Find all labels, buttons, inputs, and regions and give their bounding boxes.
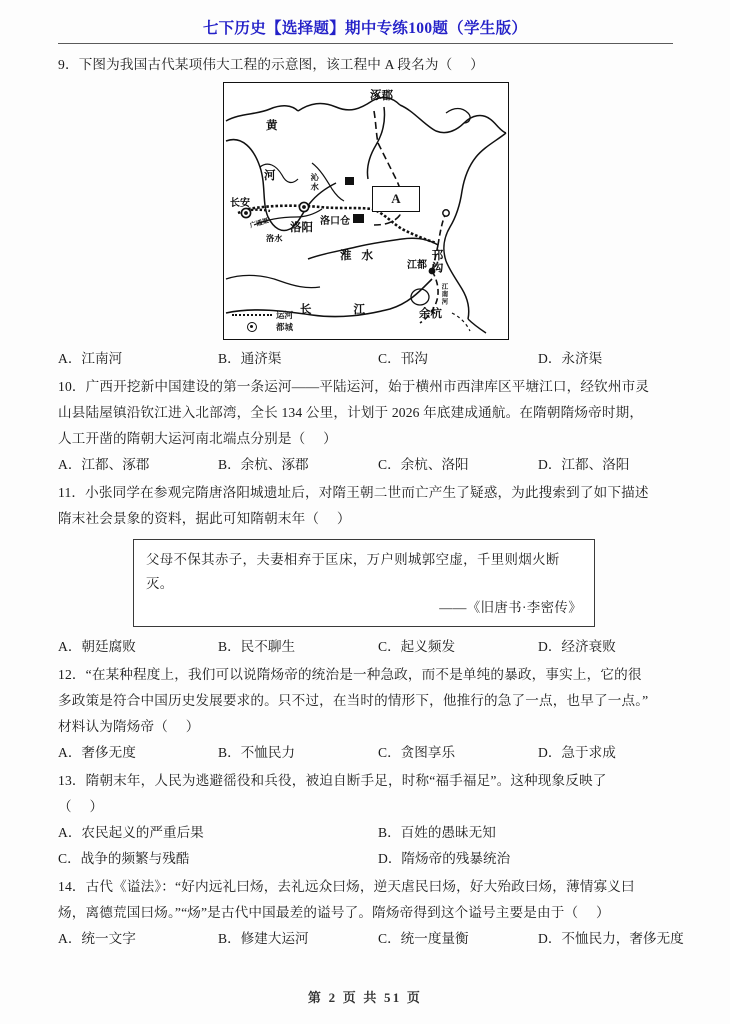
map-label-luoyang: 洛阳 — [290, 222, 313, 234]
option-b: B．不恤民力 — [218, 745, 296, 760]
question-12-options — [58, 740, 674, 766]
map-label-jiangdu: 江都 — [407, 260, 427, 271]
question-11-options — [58, 634, 674, 660]
question-14 — [58, 874, 684, 952]
option-b: B．百姓的愚昧无知 — [378, 825, 496, 840]
option-a: A．农民起义的严重后果 — [58, 825, 204, 840]
map-label-jiangnanhe: 江南河 — [440, 283, 448, 306]
map-legend — [232, 309, 293, 333]
capital-dot-icon — [232, 322, 272, 332]
question-14-options — [58, 926, 684, 952]
grand-canal-map-figure — [58, 82, 674, 340]
question-list — [58, 52, 684, 954]
option-d: D．急于求成 — [538, 745, 616, 760]
quote-source: ——《旧唐书·李密传》 — [439, 600, 582, 615]
option-a: A．奢侈无度 — [58, 745, 136, 760]
option-c: C．战争的频繁与残酷 — [58, 851, 190, 866]
map-label-he: 河 — [264, 170, 276, 182]
option-c: C．起义频发 — [378, 639, 456, 654]
map-label-yuhang: 余杭 — [419, 308, 442, 320]
question-13-options-row-1 — [58, 820, 674, 846]
question-9 — [58, 52, 674, 372]
option-b: B．修建大运河 — [218, 931, 309, 946]
option-d: D．经济衰败 — [538, 639, 616, 654]
map-label-changjiang: 长江 — [300, 304, 407, 316]
question-14-stem-line-1: 14．古代《谥法》：“好内远礼曰炀，去礼远众曰炀，逆天虐民曰炀，好大殆政曰炀，薄情寡义曰 — [58, 879, 635, 894]
question-12-stem-line-2: 多政策是符合中国历史发展要求的。只不过，在当时的情形下，他推行的急了一点，也早了一点。” — [58, 693, 649, 708]
option-d: D．不恤民力，奢侈无度 — [538, 931, 684, 946]
question-13-options-row-2 — [58, 846, 674, 872]
map-label-huang: 黄 — [266, 120, 278, 132]
question-11-stem-line-2: 隋末社会景象的资料，据此可知隋朝末年（ ） — [58, 511, 351, 526]
option-a: A．统一文字 — [58, 931, 136, 946]
legend-row-canal — [232, 309, 293, 321]
option-c: C．余杭、洛阳 — [378, 457, 469, 472]
question-11-stem-line-1: 11．小张同学在参观完隋唐洛阳城遗址后，对隋王朝二世而亡产生了疑惑，为此搜索到了如下描述 — [58, 485, 649, 500]
page-footer: 第 2 页 共 51 页 — [307, 990, 423, 1005]
question-9-options — [58, 346, 674, 372]
option-b: B．民不聊生 — [218, 639, 296, 654]
question-10-stem-line-2: 山县陆屋镇沿钦江进入北部湾，全长 134 公里，计划于 2026 年底建成通航。在隋朝隋炀帝时期， — [58, 405, 644, 420]
question-11 — [58, 480, 674, 660]
question-10-options — [58, 452, 674, 478]
option-a: A．朝廷腐败 — [58, 639, 136, 654]
legend-label-capital: 都城 — [276, 322, 294, 332]
question-10-stem-line-1: 10．广西开挖新中国建设的第一条运河——平陆运河，始于横州市西津库区平塘江口，经钦州市灵 — [58, 379, 650, 394]
legend-label-canal: 运河 — [276, 310, 294, 320]
question-12 — [58, 662, 674, 766]
question-9-stem: 9．下图为我国古代某项伟大工程的示意图，该工程中 A 段名为（ ） — [58, 57, 484, 72]
legend-row-capital — [232, 321, 293, 333]
map-label-luoshui: 洛水 — [266, 234, 283, 243]
question-12-stem-line-3: 材料认为隋炀帝（ ） — [58, 719, 200, 734]
page-title: 七下历史【选择题】期中专练100题（学生版） — [202, 20, 528, 37]
map-label-a-box: A — [372, 186, 420, 212]
map-label-zhuojun: 涿郡 — [370, 90, 393, 102]
question-13-stem-line-1: 13．隋朝末年，人民为逃避徭役和兵役，被迫自断手足，时称“福手福足”。这种现象反映了 — [58, 773, 607, 788]
question-13 — [58, 768, 674, 872]
option-a: A．江南河 — [58, 351, 123, 366]
header-divider — [58, 43, 673, 44]
question-14-stem-line-2: 炀，离德荒国曰炀。”“炀”是古代中国最差的谥号了。隋炀帝得到这个谥号主要是由于（ ） — [58, 905, 610, 920]
map-label-huaishui: 淮水 — [340, 250, 383, 262]
map-label-qinshui: 沁水 — [310, 173, 320, 192]
map-label-hangou: 邗沟 — [430, 249, 443, 274]
option-d: D．隋炀帝的残暴统治 — [378, 851, 511, 866]
map-label-guangtongqu: 广通渠 — [249, 217, 270, 230]
option-b: B．通济渠 — [218, 351, 282, 366]
option-c: C．贪图享乐 — [378, 745, 456, 760]
option-c: C．邗沟 — [378, 351, 428, 366]
option-d: D．江都、洛阳 — [538, 457, 630, 472]
question-11-quote-box — [133, 539, 595, 627]
question-12-stem-line-1: 12．“在某种程度上，我们可以说隋炀帝的统治是一种急政，而不是单纯的暴政，事实上，它的很 — [58, 667, 642, 682]
option-b: B．余杭、涿郡 — [218, 457, 309, 472]
option-a: A．江都、涿郡 — [58, 457, 150, 472]
option-d: D．永济渠 — [538, 351, 603, 366]
quote-text: 父母不保其赤子，夫妻相弃于匡床，万户则城郭空虚，千里则烟火断灭。 — [146, 552, 560, 591]
question-10-stem-line-3: 人工开凿的隋朝大运河南北端点分别是（ ） — [58, 431, 337, 446]
map-label-luokoucang: 洛口仓 — [320, 216, 350, 227]
question-10 — [58, 374, 674, 478]
question-13-stem-line-2: （ ） — [58, 799, 104, 814]
map-label-changan: 长安 — [230, 198, 250, 209]
option-c: C．统一度量衡 — [378, 931, 469, 946]
map-frame — [223, 82, 509, 340]
canal-line-icon — [232, 314, 272, 316]
